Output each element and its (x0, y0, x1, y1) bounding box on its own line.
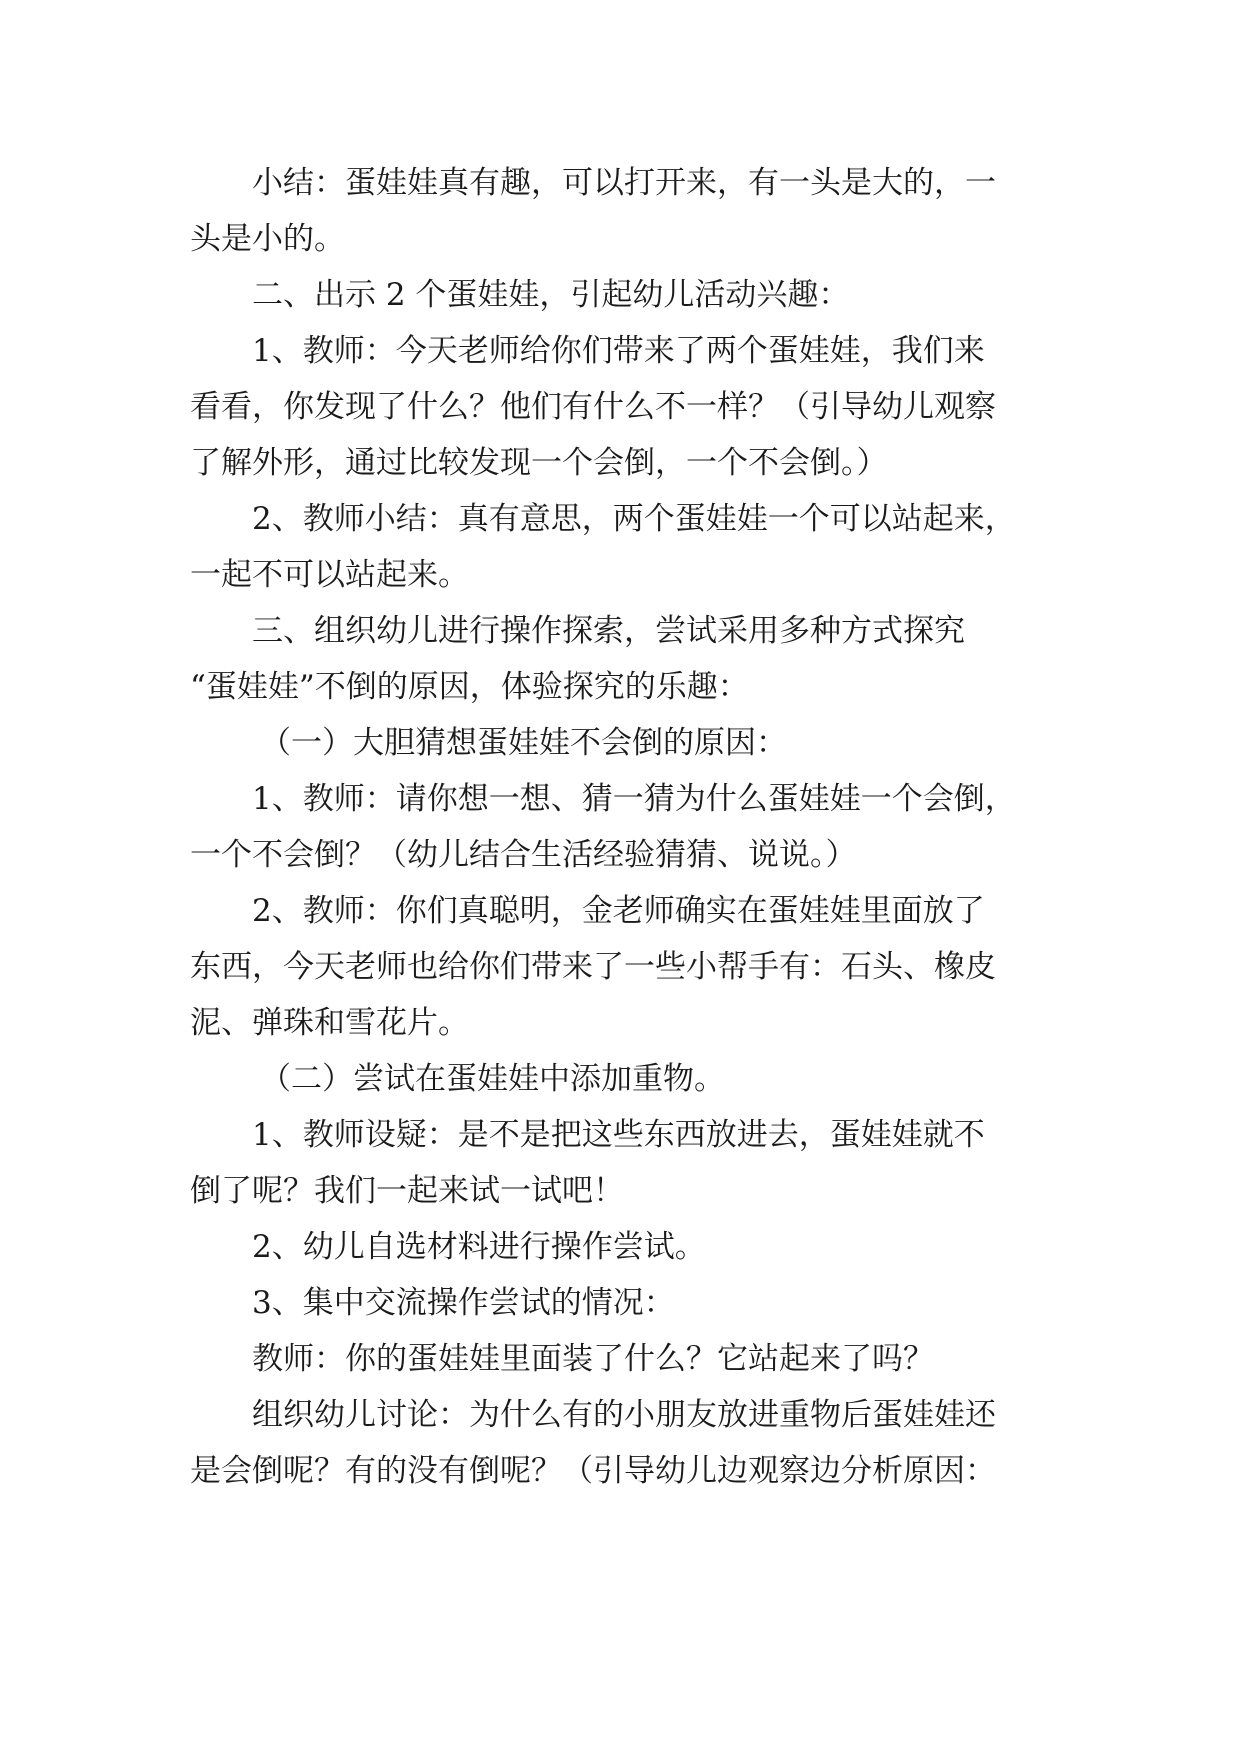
paragraph-item-1-line-1: 1、教师：今天老师给你们带来了两个蛋娃娃，我们来 (252, 333, 985, 369)
paragraph-summary-line-1: 小结：蛋娃娃真有趣，可以打开来，有一头是大的，一 (252, 165, 996, 201)
section-heading-3-line-2: “蛋娃娃”不倒的原因，体验探究的乐趣： (190, 669, 749, 705)
document-page (190, 155, 1050, 1499)
section-heading-2: 二、出示 2 个蛋娃娃，引起幼儿活动兴趣： (252, 277, 850, 313)
paragraph-guess-2-line-1: 2、教师：你们真聪明，金老师确实在蛋娃娃里面放了 (252, 893, 985, 929)
paragraph-guess-1-line-1: 1、教师：请你想一想、猜一猜为什么蛋娃娃一个会倒， (252, 781, 1016, 817)
paragraph-try-3: 3、集中交流操作尝试的情况： (252, 1285, 675, 1321)
paragraph-discussion-line-2: 是会倒呢？有的没有倒呢？（引导幼儿边观察边分析原因： (190, 1453, 996, 1489)
section-heading-3-line-1: 三、组织幼儿进行操作探索，尝试采用多种方式探究 (252, 613, 965, 649)
subsection-heading-2: （二）尝试在蛋娃娃中添加重物。 (260, 1061, 725, 1097)
paragraph-guess-2-line-3: 泥、弹珠和雪花片。 (190, 1005, 469, 1041)
paragraph-try-1-line-2: 倒了呢？我们一起来试一试吧！ (190, 1173, 624, 1209)
paragraph-guess-2-line-2: 东西，今天老师也给你们带来了一些小帮手有：石头、橡皮 (190, 949, 996, 985)
paragraph-try-1-line-1: 1、教师设疑：是不是把这些东西放进去，蛋娃娃就不 (252, 1117, 985, 1153)
paragraph-item-2-line-1: 2、教师小结：真有意思，两个蛋娃娃一个可以站起来， (252, 501, 1016, 537)
paragraph-guess-1-line-2: 一个不会倒？（幼儿结合生活经验猜猜、说说。） (190, 837, 857, 873)
paragraph-item-1-line-3: 了解外形，通过比较发现一个会倒，一个不会倒。） (190, 445, 888, 481)
paragraph-discussion-line-1: 组织幼儿讨论：为什么有的小朋友放进重物后蛋娃娃还 (252, 1397, 996, 1433)
paragraph-item-1-line-2: 看看，你发现了什么？他们有什么不一样？（引导幼儿观察 (190, 389, 996, 425)
paragraph-item-2-line-2: 一起不可以站起来。 (190, 557, 469, 593)
paragraph-summary-line-2: 头是小的。 (190, 221, 345, 257)
paragraph-try-2: 2、幼儿自选材料进行操作尝试。 (252, 1229, 706, 1265)
paragraph-teacher-question: 教师：你的蛋娃娃里面装了什么？它站起来了吗？ (252, 1341, 934, 1377)
subsection-heading-1: （一）大胆猜想蛋娃娃不会倒的原因： (260, 725, 787, 761)
